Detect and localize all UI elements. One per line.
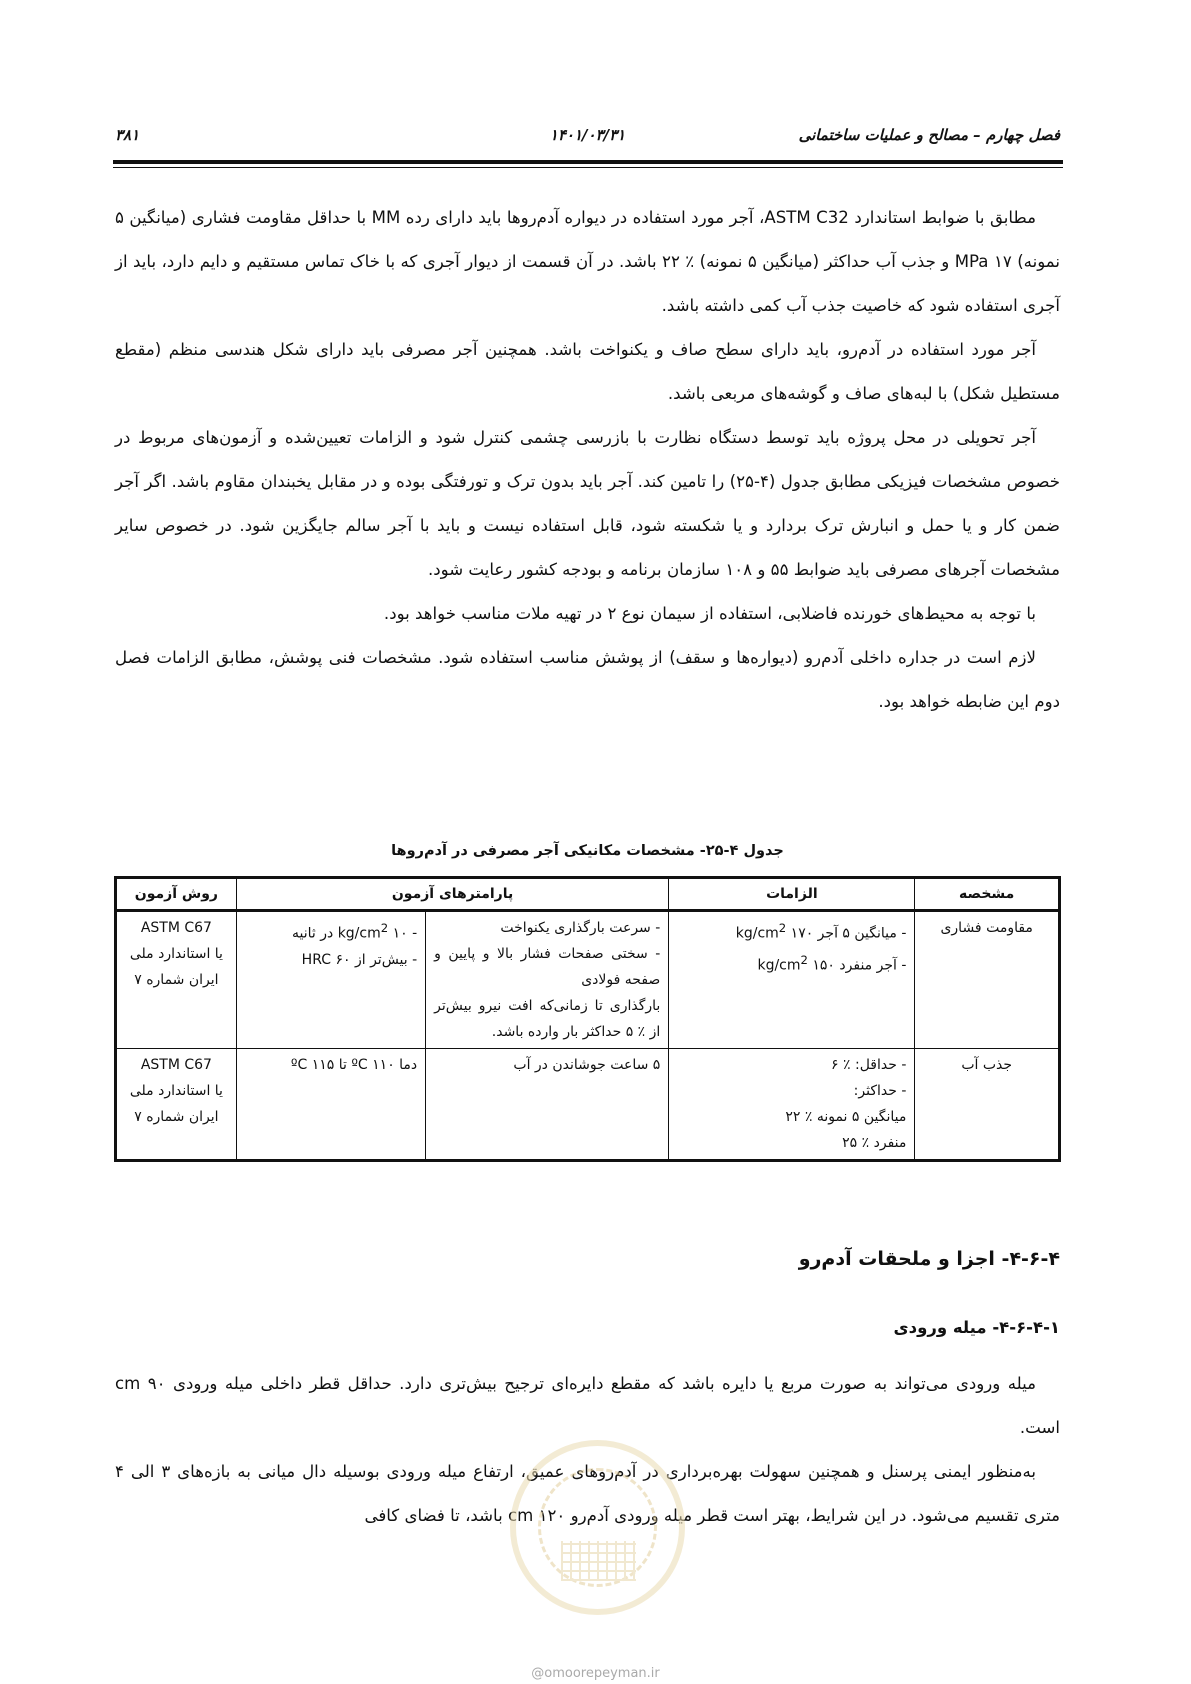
specification-table bbox=[114, 876, 1061, 1162]
table-row bbox=[116, 1049, 1060, 1161]
paragraph: آجر تحویلی در محل پروژه باید توسط دستگاه نظارت با بازرسی چشمی کنترل شود و الزامات تعیین‌شده و آزمون‌های مربوط در خصوص مشخصات فیزیکی مطابق جدول (۴-۲۵) را تامین کند. آجر باید بدون ترک و تورفتگی بوده و در مقابل یخبندان مقاوم باشد. اگر آجر ضمن کار و یا حمل و انبارش ترک بردارد و یا شکسته شود، قابل استفاده نیست و باید با آجر سالم جایگزین شود. در خصوص سایر مشخصات آجرهای مصرفی باید ضوابط ۵۵ و ۱۰۸ سازمان برنامه و بودجه کشور رعایت شود. bbox=[115, 428, 1060, 579]
body-text-top bbox=[115, 196, 1060, 724]
parameter-line: ۵ ساعت جوشاندن در آب bbox=[513, 1057, 661, 1073]
watermark-grid bbox=[561, 1541, 636, 1581]
table-row bbox=[116, 911, 1060, 1049]
method-line: ASTM C67 bbox=[140, 1057, 212, 1073]
page-number: ۳۸۱ bbox=[115, 126, 140, 144]
method-line: یا استاندارد ملی bbox=[129, 1083, 223, 1099]
header-parameters: پارامترهای آزمون bbox=[236, 878, 669, 911]
requirement-line: منفرد ٪ ۲۵ bbox=[842, 1135, 907, 1151]
paragraph: به‌منظور ایمنی پرسنل و همچنین سهولت بهره‌برداری در آدم‌روهای عمیق، ارتفاع میله ورودی بوسیله دال میانی به بازه‌های ۳ الی ۴ متری تقسیم می‌شود. در این شرایط، بهتر است قطر میله ورودی آدم‌رو ۱۲۰ cm باشد، تا فضای کافی bbox=[115, 1462, 1060, 1525]
property-label: جذب آب bbox=[961, 1057, 1013, 1073]
paragraph: لازم است در جداره داخلی آدم‌رو (دیواره‌ها و سقف) از پوشش مناسب استفاده شود. مشخصات فنی پوشش، مطابق الزامات فصل دوم این ضابطه خواهد بود. bbox=[115, 648, 1060, 711]
table-caption: جدول ۴-۲۵- مشخصات مکانیکی آجر مصرفی در آدم‌روها bbox=[391, 843, 784, 859]
requirement-line: - حداقل: ٪ ۶ bbox=[831, 1057, 907, 1073]
section-heading: ۴-۶-۴- اجزا و ملحقات آدم‌رو bbox=[798, 1248, 1060, 1270]
cell-requirements bbox=[669, 911, 915, 1049]
cell-parameters bbox=[426, 911, 669, 1049]
header-property: مشخصه bbox=[915, 878, 1060, 911]
watermark-seal-icon bbox=[510, 1440, 685, 1615]
requirement-line: - میانگین ۵ آجر ۱۷۰ $kg/cm^2$ bbox=[735, 921, 907, 942]
paragraph: آجر مورد استفاده در آدم‌رو، باید دارای سطح صاف و یکنواخت باشد. همچنین آجر مصرفی باید دارای شکل هندسی منظم (مقطع مستطیل شکل) با لبه‌های صاف و گوشه‌های مربعی باشد. bbox=[115, 340, 1060, 403]
header-rule-thin bbox=[113, 167, 1063, 168]
paragraph: با توجه به محیط‌های خورنده فاضلابی، استفاده از سیمان نوع ۲ در تهیه ملات مناسب خواهد بود. bbox=[383, 604, 1036, 623]
header-date: ۱۴۰۱/۰۳/۳۱ bbox=[549, 126, 626, 144]
requirement-line: - حداکثر: bbox=[853, 1083, 907, 1099]
watermark-url: @omoorepeyman.ir bbox=[531, 1666, 660, 1681]
parameter-line: بارگذاری تا زمانی‌که افت نیرو بیش‌تر از ٪ ۵ حداکثر بار وارده باشد. bbox=[434, 998, 661, 1040]
parameter-value: - بیش‌تر از ۶۰ HRC bbox=[301, 951, 418, 968]
cell-parameter-values bbox=[236, 1049, 425, 1161]
paragraph: میله ورودی می‌تواند به صورت مربع یا دایره باشد که مقطع دایره‌ای ترجیح بیش‌تری دارد. حداقل قطر داخلی میله ورودی ۹۰ cm است. bbox=[115, 1374, 1060, 1437]
parameter-line: - سرعت بارگذاری یکنواخت bbox=[500, 920, 661, 936]
header-method: روش آزمون bbox=[116, 878, 237, 911]
cell-method bbox=[116, 1049, 237, 1161]
page-header bbox=[115, 120, 1060, 150]
cell-property bbox=[915, 911, 1060, 1049]
chapter-title: فصل چهارم – مصالح و عملیات ساختمانی bbox=[798, 126, 1060, 144]
requirement-line: - آجر منفرد ۱۵۰ $kg/cm^2$ bbox=[757, 952, 907, 974]
parameter-value: دما ۱۱۰ ºC تا ۱۱۵ ºC bbox=[290, 1057, 418, 1073]
header-requirements: الزامات bbox=[669, 878, 915, 911]
paragraph: مطابق با ضوابط استاندارد ASTM C32، آجر مورد استفاده در دیواره آدم‌روها باید دارای رده MM با حداقل مقاومت فشاری (میانگین ۵ نمونه) ۱۷ MPa و جذب آب حداکثر (میانگین ۵ نمونه) ٪ ۲۲ باشد. در آن قسمت از دیوار آجری که با خاک تماس مستقیم و دایم دارد، باید از آجری استفاده شود که خاصیت جذب آب کمی داشته باشد. bbox=[115, 208, 1060, 315]
cell-parameter-values bbox=[236, 911, 425, 1049]
method-line: ASTM C67 bbox=[140, 920, 212, 936]
header-rule-thick bbox=[113, 160, 1063, 164]
table-header-row bbox=[116, 878, 1060, 911]
parameter-value: - ۱۰ $kg/cm^2$ در ثانیه bbox=[292, 921, 418, 942]
parameter-line: - سختی صفحات فشار بالا و پایین و صفحه فولادی bbox=[434, 946, 661, 988]
method-line: ایران شماره ۷ bbox=[134, 972, 219, 988]
subsection-heading: ۴-۶-۴-۱- میله ورودی bbox=[893, 1318, 1060, 1337]
method-line: یا استاندارد ملی bbox=[129, 946, 223, 962]
method-line: ایران شماره ۷ bbox=[134, 1109, 219, 1125]
property-label: مقاومت فشاری bbox=[940, 920, 1033, 936]
requirement-line: میانگین ۵ نمونه ٪ ۲۲ bbox=[785, 1109, 907, 1125]
cell-method bbox=[116, 911, 237, 1049]
cell-parameters bbox=[426, 1049, 669, 1161]
cell-property bbox=[915, 1049, 1060, 1161]
cell-requirements bbox=[669, 1049, 915, 1161]
